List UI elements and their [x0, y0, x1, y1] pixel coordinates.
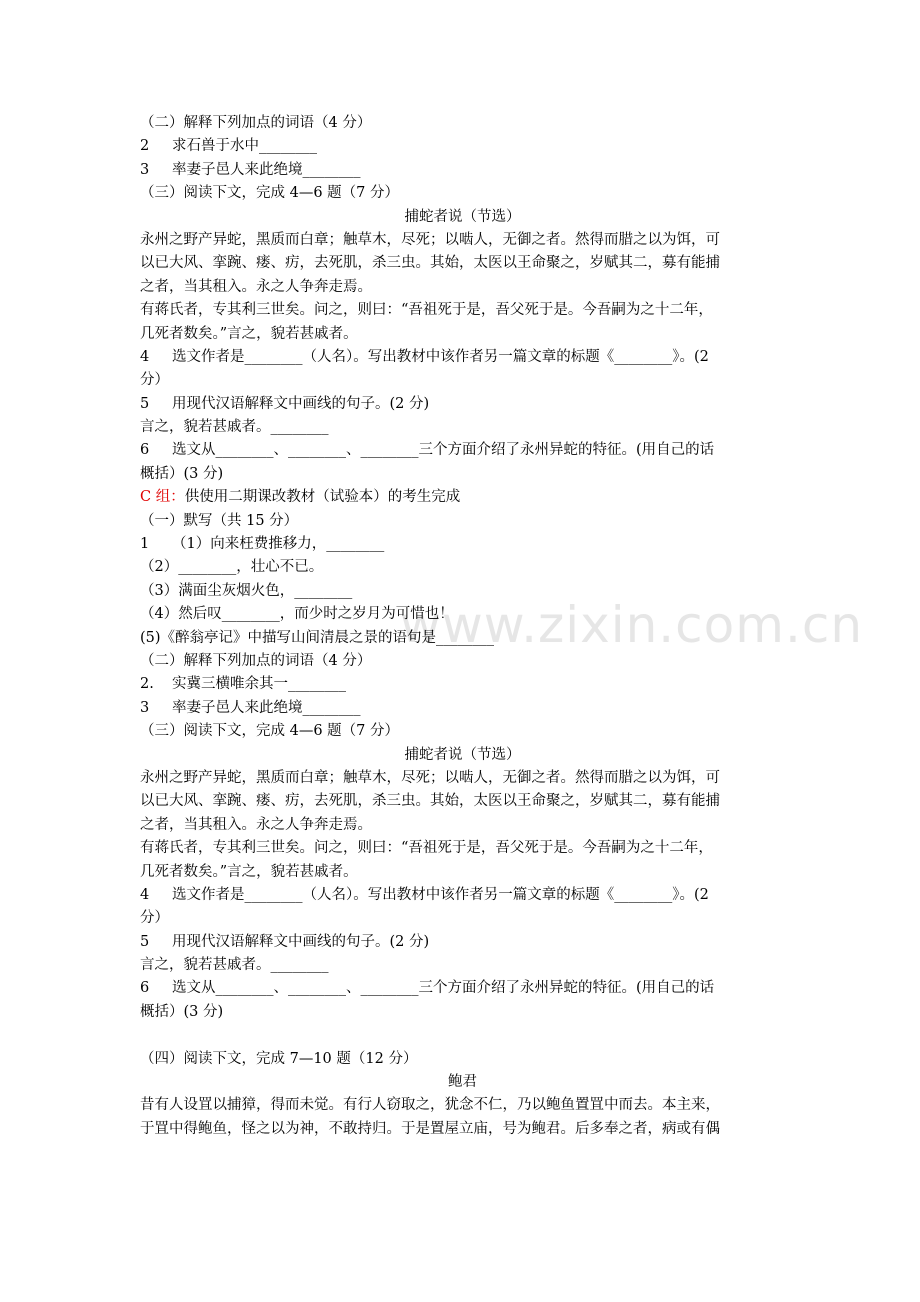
- text-line: [140, 650, 785, 673]
- text-line: [140, 393, 785, 416]
- line-text: （二）解释下列加点的词语（4 分）: [140, 115, 372, 131]
- line-text: (5)《醉翁亭记》中描写山间清晨之景的语句是________: [140, 629, 495, 646]
- line-text: 概括）(3 分): [140, 1003, 224, 1020]
- line-text: 供使用二期课改教材（试验本）的考生完成: [184, 489, 461, 506]
- text-line: [140, 159, 785, 182]
- question-number: 1: [140, 536, 150, 553]
- line-text: 概括）(3 分): [140, 465, 224, 482]
- question-number: 6: [140, 980, 150, 997]
- line-text: 捕蛇者说（节选）: [404, 208, 521, 225]
- line-text: 永州之野产异蛇，黑质而白章；触草木，尽死；以啮人，无御之者。然得而腊之以为饵，可: [140, 231, 720, 248]
- text-line: [140, 1048, 785, 1071]
- line-text: （四）阅读下文，完成 7—10 题（12 分）: [140, 1050, 418, 1067]
- text-line: [140, 229, 785, 252]
- line-text: 昔有人设罝以捕獐，得而未觉。有行人窃取之，犹念不仁，乃以鲍鱼置罝中而去。本主来，: [140, 1097, 720, 1114]
- text-line: [140, 369, 785, 392]
- line-text: 率妻子邑人来此绝境________: [172, 699, 361, 716]
- text-line: [140, 884, 785, 907]
- watermark: www.zixin.com.cn: [400, 596, 864, 654]
- line-text: 几死者数矣。”言之，貌若甚戚者。: [140, 325, 358, 342]
- question-number: 5: [140, 933, 150, 950]
- question-number: 4: [140, 348, 150, 365]
- line-text: 分）: [140, 372, 169, 389]
- passage-title: [140, 744, 785, 767]
- text-line: [140, 556, 785, 579]
- blank-line: [140, 1024, 785, 1047]
- text-line: [140, 323, 785, 346]
- line-text: 言之，貌若甚戚者。________: [140, 957, 329, 974]
- text-line: [140, 299, 785, 322]
- line-text: （一）默写（共 15 分）: [140, 512, 299, 529]
- line-text: 以已大风、挛踠、瘘、疠，去死肌，杀三虫。其始，太医以王命聚之，岁赋其二，募有能捕: [140, 255, 720, 272]
- question-number: 4: [140, 886, 150, 903]
- document-page: [140, 112, 785, 1141]
- line-text: 言之，貌若甚戚者。________: [140, 419, 329, 436]
- text-line: [140, 814, 785, 837]
- line-text: （三）阅读下文，完成 4—6 题（7 分）: [140, 723, 400, 740]
- line-text: （4）然后叹________，而少时之岁月为可惜也！: [140, 606, 454, 623]
- line-text: 求石兽于水中________: [172, 138, 317, 155]
- line-text: （二）解释下列加点的词语（4 分）: [140, 652, 372, 669]
- text-line: [140, 135, 785, 158]
- line-text: （2）________，壮心不已。: [140, 559, 324, 576]
- question-number: 5: [140, 395, 150, 412]
- line-text: （三）阅读下文，完成 4—6 题（7 分）: [140, 185, 400, 202]
- text-line: [140, 510, 785, 533]
- text-line: [140, 907, 785, 930]
- text-line: [140, 977, 785, 1000]
- line-text: 选文作者是________（人名）。写出教材中该作者另一篇文章的标题《________》。(2: [172, 348, 709, 365]
- text-line: [140, 673, 785, 696]
- text-line: [140, 439, 785, 462]
- line-text: （3）满面尘灰烟火色，________: [140, 582, 353, 599]
- question-number: 6: [140, 442, 150, 459]
- line-text: 几死者数矣。”言之，貌若甚戚者。: [140, 863, 358, 880]
- line-text: 用现代汉语解释文中画线的句子。(2 分): [172, 933, 430, 950]
- line-text: 选文从________、________、________三个方面介绍了永州异蛇的特征。(用自己的话: [172, 442, 715, 459]
- text-line: [140, 182, 785, 205]
- question-number: 3: [140, 699, 150, 716]
- text-line: [140, 627, 785, 650]
- passage-title: [140, 206, 785, 229]
- text-line: [140, 112, 785, 135]
- text-line: [140, 276, 785, 299]
- line-text: 之者，当其租入。永之人争奔走焉。: [140, 278, 372, 295]
- line-text: 实冀三横唯余其一________: [172, 676, 346, 693]
- text-line: [140, 954, 785, 977]
- text-line: [140, 720, 785, 743]
- line-text: （1）向来枉费推移力，________: [172, 536, 385, 553]
- text-line: [140, 861, 785, 884]
- text-line: [140, 931, 785, 954]
- line-text: 捕蛇者说（节选）: [404, 746, 521, 763]
- text-line: [140, 767, 785, 790]
- text-line: [140, 790, 785, 813]
- line-text: 率妻子邑人来此绝境________: [172, 161, 361, 178]
- text-line: [140, 580, 785, 603]
- group-label: C 组：: [140, 489, 185, 506]
- text-line: [140, 603, 785, 626]
- passage-title: [140, 1071, 785, 1094]
- text-line: [140, 252, 785, 275]
- line-text: 用现代汉语解释文中画线的句子。(2 分): [172, 395, 430, 412]
- text-line: [140, 346, 785, 369]
- question-number: 2.: [140, 676, 154, 693]
- text-line: [140, 1118, 785, 1141]
- line-text: 分）: [140, 910, 169, 927]
- text-line: [140, 697, 785, 720]
- line-text: 有蒋氏者，专其利三世矣。问之，则曰：“吾祖死于是，吾父死于是。今吾嗣为之十二年，: [140, 302, 713, 319]
- line-text: 鲍君: [448, 1074, 477, 1091]
- line-text: 选文作者是________（人名）。写出教材中该作者另一篇文章的标题《________》。(2: [172, 886, 709, 903]
- text-line: [140, 837, 785, 860]
- line-text: 有蒋氏者，专其利三世矣。问之，则曰：“吾祖死于是，吾父死于是。今吾嗣为之十二年，: [140, 840, 713, 857]
- text-line: [140, 1094, 785, 1117]
- line-text: 之者，当其租入。永之人争奔走焉。: [140, 816, 372, 833]
- question-number: 3: [140, 161, 150, 178]
- text-line: [140, 486, 785, 509]
- text-line: [140, 416, 785, 439]
- text-line: [140, 1001, 785, 1024]
- question-number: 2: [140, 138, 150, 155]
- text-line: [140, 463, 785, 486]
- line-text: 选文从________、________、________三个方面介绍了永州异蛇的特征。(用自己的话: [172, 980, 715, 997]
- line-text: 永州之野产异蛇，黑质而白章；触草木，尽死；以啮人，无御之者。然得而腊之以为饵，可: [140, 769, 720, 786]
- line-text: 以已大风、挛踠、瘘、疠，去死肌，杀三虫。其始，太医以王命聚之，岁赋其二，募有能捕: [140, 793, 720, 810]
- line-text: 于罝中得鲍鱼，怪之以为神，不敢持归。于是置屋立庙，号为鲍君。后多奉之者，病或有偶: [140, 1120, 720, 1137]
- text-line: [140, 533, 785, 556]
